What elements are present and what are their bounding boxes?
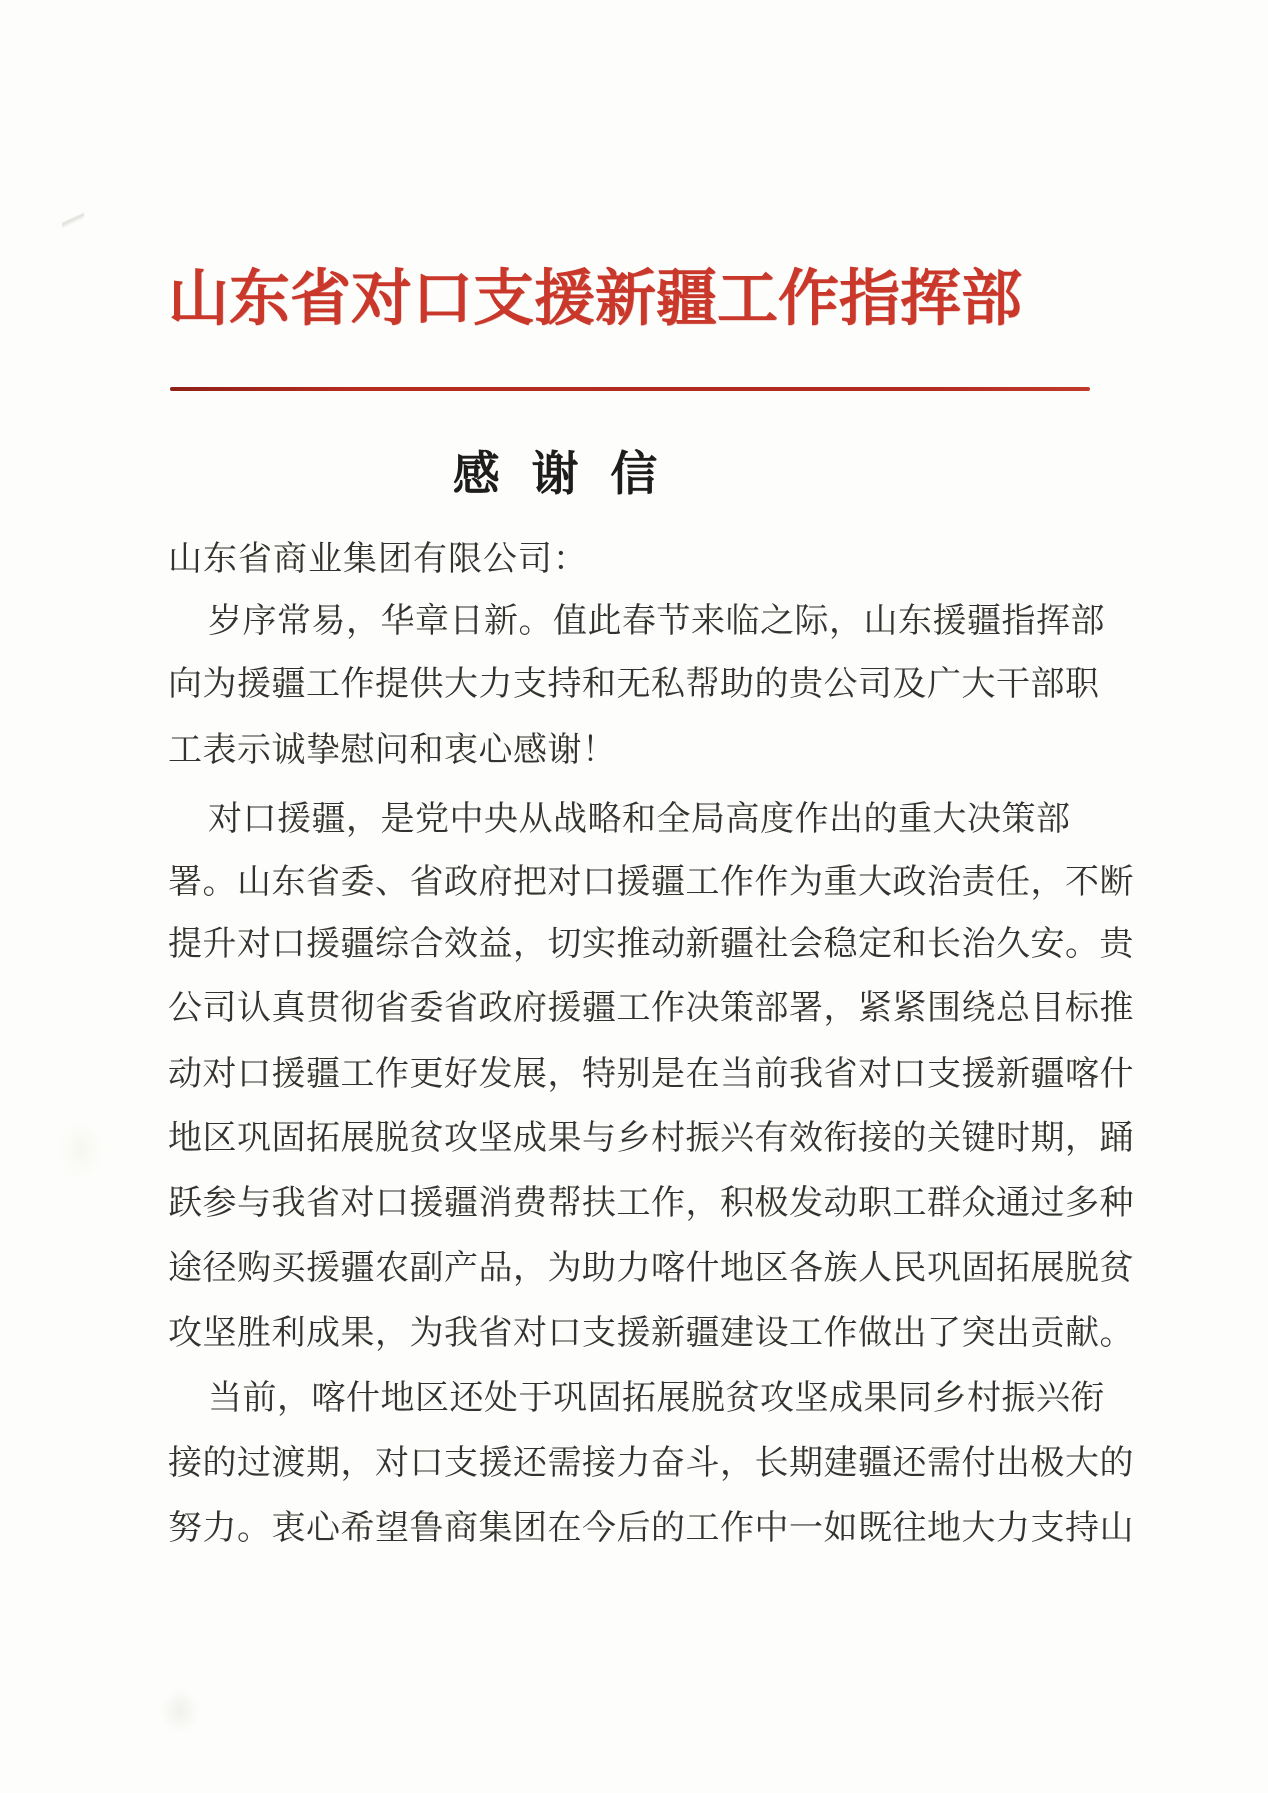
letter-line: 岁序常易，华章日新。值此春节来临之际，山东援疆指挥部 [208,603,1105,640]
letter-line: 动对口援疆工作更好发展，特别是在当前我省对口支援新疆喀什 [168,1056,1134,1093]
letter-line: 地区巩固拓展脱贫攻坚成果与乡村振兴有效衔接的关键时期，踊 [168,1120,1134,1157]
letterhead-rule [170,387,1090,391]
letter-line: 攻坚胜利成果，为我省对口支援新疆建设工作做出了突出贡献。 [168,1315,1134,1352]
letter-line: 向为援疆工作提供大力支持和无私帮助的贵公司及广大干部职 [168,666,1100,703]
scan-artifact [62,205,84,235]
letter-line: 当前，喀什地区还处于巩固拓展脱贫攻坚成果同乡村振兴衔 [208,1380,1105,1417]
letterhead-title: 山东省对口支援新疆工作指挥部 [168,266,1023,333]
scan-artifact [160,1688,200,1734]
letter-line: 署。山东省委、省政府把对口援疆工作作为重大政治责任，不断 [168,864,1134,901]
letter-line: 工表示诚挚慰问和衷心感谢！ [168,732,617,769]
letter-line: 跃参与我省对口援疆消费帮扶工作，积极发动职工群众通过多种 [168,1185,1134,1222]
letter-line: 公司认真贯彻省委省政府援疆工作决策部署，紧紧围绕总目标推 [168,990,1134,1027]
letter-line: 提升对口援疆综合效益，切实推动新疆社会稳定和长治久安。贵 [168,926,1134,963]
letter-title: 感 谢 信 [452,449,668,501]
letter-line: 对口援疆，是党中央从战略和全局高度作出的重大决策部 [208,801,1071,838]
letter-line: 途径购买援疆农副产品，为助力喀什地区各族人民巩固拓展脱贫 [168,1250,1134,1287]
letter-line: 接的过渡期，对口支援还需接力奋斗，长期建疆还需付出极大的 [168,1445,1134,1482]
scan-artifact [58,1120,104,1180]
salutation: 山东省商业集团有限公司： [168,541,588,578]
letter-line: 努力。衷心希望鲁商集团在今后的工作中一如既往地大力支持山 [168,1510,1134,1547]
